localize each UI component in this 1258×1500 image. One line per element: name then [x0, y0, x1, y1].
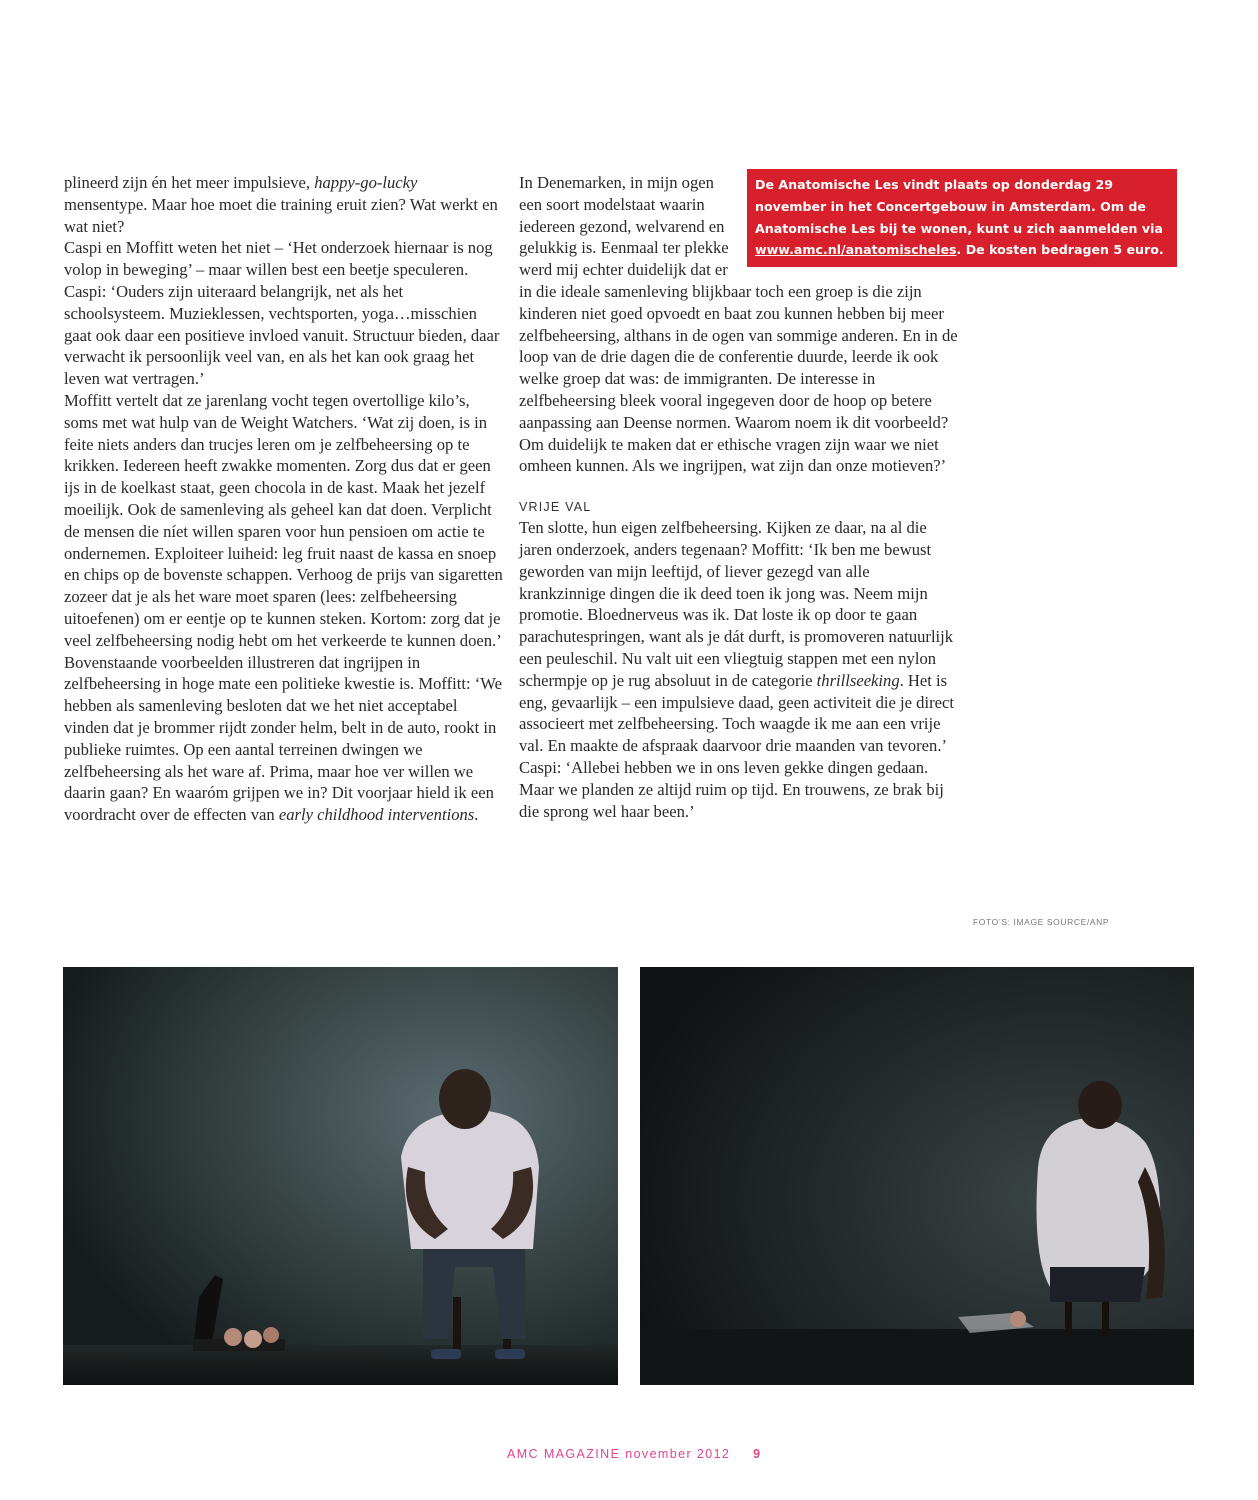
magazine-name: AMC MAGAZINE: [507, 1447, 621, 1461]
photo-man-seated-back: [640, 967, 1194, 1385]
emphasis: happy-go-lucky: [314, 173, 418, 192]
issue-date: november 2012: [625, 1447, 731, 1461]
paragraph: [64, 172, 504, 237]
emphasis: thrillseeking: [816, 670, 900, 690]
paragraph: [519, 517, 959, 822]
emphasis: early childhood interventions: [278, 805, 475, 825]
photo-man-seated-facing: [63, 967, 618, 1385]
registration-link[interactable]: www.amc.nl/anatomischeles: [755, 242, 957, 258]
section-subheading: VRIJE VAL: [519, 500, 592, 515]
photo-illustration: [63, 967, 618, 1385]
paragraph: [64, 652, 504, 826]
article-column-left: [64, 172, 504, 826]
event-info-box: [747, 169, 1177, 267]
paragraph-narrow: In Denemarken, in mijn ogen een soort modelstaat waarin iedereen gezond, welvarend en gelukkig is. Eenmaal ter plekke werd mij echter duidelijk dat er: [519, 173, 729, 280]
text: . Het is eng, gevaarlijk – een impulsieve daad, geen activiteit die je direct associeert met zelfbeheersing. Toch waagde ik me aan een vrije val. En maakte de afspraak daarvoor drie maanden van tevoren.’ Caspi: ‘Allebei hebben we in ons leven gekke dingen gedaan. Maar we planden ze altijd ruim op tijd. En trouwens, ze brak bij die sprong wel haar been.’: [519, 670, 954, 821]
text: mensentype. Maar hoe moet die training eruit zien? Wat werkt en wat niet?: [64, 194, 498, 236]
paragraph: Moffitt vertelt dat ze jarenlang vocht tegen overtollige kilo’s, soms met wat hulp van de Weight Watchers. ‘Wat zij doen, is in feite niets anders dan trucjes leren om je zelfbeheersing op te krikken. Iedereen heeft zwakke momenten. Zorg dus dat er geen ijs in de koelkast staat, geen chocola in de kast. Maak het jezelf moeilijk. Ook de samenleving als geheel kan dat doen. Verplicht de mensen die níet willen sparen voor hun pensioen om actie te ondernemen. Exploiteer luiheid: leg fruit naast de kassa en snoep en chips op de bovenste schappen. Verhoog de prijs van sigaretten zozeer dat je als het ware moet sparen (lees: zelfbeheersing uitoefenen) om er eentje op te kunnen steken. Kortom: zorg dat je veel zelfbeheersing nodig hebt om het verkeerde te kunnen doen.’: [64, 390, 503, 650]
info-text: . De kosten bedragen 5 euro.: [956, 242, 1164, 258]
paragraph: in die ideale samenleving blijkbaar toch een groep is die zijn kinderen niet goed opvoedt en baat zou kunnen hebben bij meer zelfbeheersing, althans in de ogen van sommige anderen. En in de loop van de drie dagen die de conferentie duurde, leerde ik ook welke groep dat was: de immigranten. De interesse in zelfbeheersing bleek vooral ingegeven door de hoop op betere aanpassing aan Deense normen. Waarom noem ik dit voorbeeld? Om duidelijk te maken dat er ethische vragen zijn waar we niet omheen kunnen. Als we ingrijpen, wat zijn dan onze motieven?’: [519, 281, 958, 476]
article-column-middle: [519, 172, 959, 822]
page-footer: [507, 1447, 762, 1461]
photo-illustration: [640, 967, 1194, 1385]
page-number: 9: [753, 1447, 762, 1461]
paragraph: Caspi en Moffitt weten het niet – ‘Het onderzoek hiernaar is nog volop in beweging’ – maar willen best een beetje speculeren. Caspi: ‘Ouders zijn uiteraard belangrijk, net als het schoolsysteem. Muzieklessen, vechtsporten, yoga…misschien gaat ook daar een positieve invloed vanuit. Structuur bieden, daar verwacht ik persoonlijk veel van, en als het kan ook graag het leven wat vertragen.’: [64, 238, 500, 389]
text: Bovenstaande voorbeelden illustreren dat ingrijpen in zelfbeheersing in hoge mate een politieke kwestie is. Moffitt: ‘We hebben als samenleving besloten dat we het niet acceptabel vinden dat je brommer rijdt zonder helm, belt in de auto, rookt in publieke ruimtes. Op een aantal terreinen dwingen we zelfbeheersing als het ware af. Prima, maar hoe ver willen we daarin gaan? En waaróm grijpen we in? Dit voorjaar hield ik een voordracht over de effecten van: [64, 652, 502, 825]
photo-credit: FOTO’S: IMAGE SOURCE/ANP: [973, 917, 1110, 927]
text: .: [474, 805, 479, 825]
text: plineerd zijn én het meer impulsieve,: [64, 173, 315, 192]
info-text: De Anatomische Les vindt plaats op donderdag 29 november in het Concertgebouw in Amsterdam. Om de Anatomische Les bij te wonen, kunt u zich aanmelden via: [755, 177, 1163, 236]
text: Ten slotte, hun eigen zelfbeheersing. Kijken ze daar, na al die jaren onderzoek, anders tegenaan? Moffitt: ‘Ik ben me bewust geworden van mijn leeftijd, of liever gezegd van alle krankzinnige dingen die ik deed toen ik jong was. Neem mijn promotie. Bloednerveus was ik. Dat loste ik op door te gaan parachutespringen, want als je dát durft, is promoveren natuurlijk een peuleschil. Nu valt uit een vliegtuig stappen met een nylon schermpje op je rug absoluut in de categorie: [519, 518, 954, 690]
